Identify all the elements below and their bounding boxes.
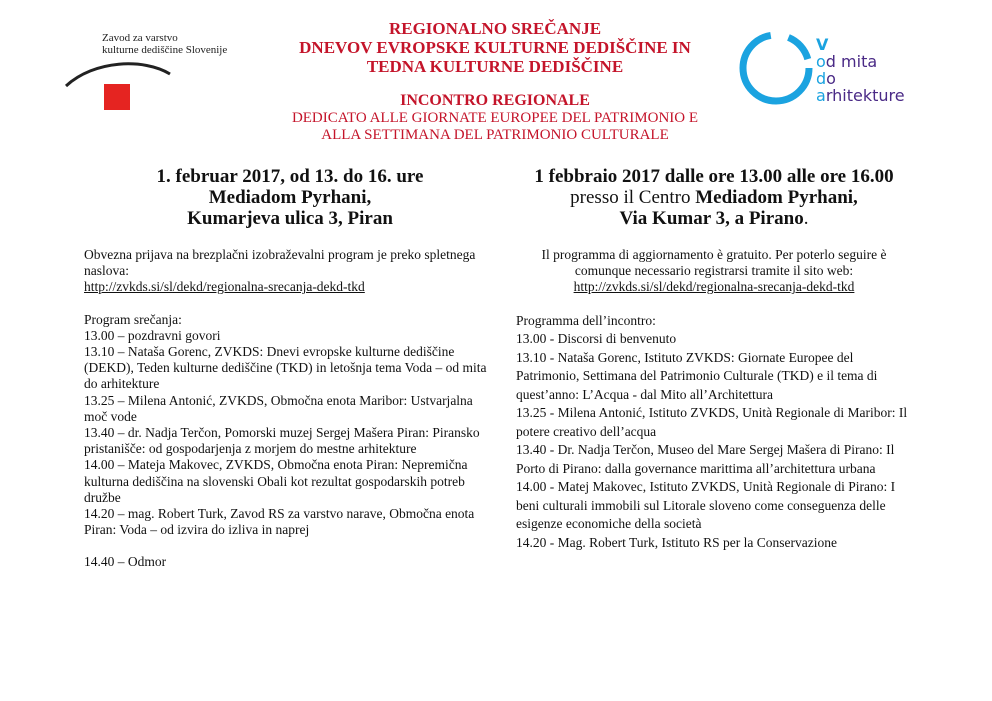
slovene-program-title: Program srečanja: <box>84 311 182 327</box>
program-item: 13.40 - Dr. Nadja Terčon, Museo del Mare Sergej Mašera di Pirano: Il Porto di Pirano: dalla governance marittima all’architettura urbana <box>516 442 895 476</box>
italian-subtitle: DEDICATO ALLE GIORNATE EUROPEE DEL PATRIMONIO E ALLA SETTIMANA DEL PATRIMONIO CULTURALE <box>291 110 699 143</box>
program-item: 14.20 - Mag. Robert Turk, Istituto RS per la Conservazione <box>516 534 837 550</box>
italian-column <box>516 166 912 552</box>
italian-registration-link[interactable]: http://zvkds.si/sl/dekd/regionalna-srecanja-dekd-tkd <box>573 279 855 295</box>
slovene-program-list <box>84 328 496 539</box>
vod-mita-logo <box>736 28 936 108</box>
italian-registration: Il programma di aggiornamento è gratuito. Per poterlo seguire è comunque necessario registrarsi tramite il sito web: http://zvkds.si/sl/dekd/regionalna-srecanja-dekd-tkd <box>541 247 887 295</box>
slovene-break: 14.40 – Odmor <box>84 554 167 570</box>
program-item: 14.20 – mag. Robert Turk, Zavod RS za varstvo narave, Območna enota Piran: Voda – od izvira do izliva in naprej <box>84 506 475 538</box>
italian-title: INCONTRO REGIONALE <box>400 92 590 109</box>
program-item: 14.00 - Matej Makovec, Istituto ZVKDS, Unità Regionale di Pirano: I beni culturali immobili sul Litorale sloveno come conseguenza delle esigenze economiche della società <box>516 479 896 532</box>
program-item: 13.25 – Milena Antonić, ZVKDS, Območna enota Maribor: Ustvarjalna moč vode <box>84 392 473 424</box>
program-item: 13.25 - Milena Antonić, Istituto ZVKDS, Unità Regionale di Maribor: Il potere creativo dell’acqua <box>516 405 908 439</box>
program-item: 13.00 - Discorsi di benvenuto <box>516 331 677 347</box>
slovene-title: REGIONALNO SREČANJE DNEVOV EVROPSKE KULTURNE DEDIŠČINE IN TEDNA KULTURNE DEDIŠČINE <box>299 19 691 76</box>
italian-venue: 1 febbraio 2017 dalle ore 13.00 alle ore 16.00 presso il Centro Mediadom Pyrhani, Via Kumar 3, a Pirano. <box>534 166 894 229</box>
vod-mita-logo-text: V od mita do arhitekture <box>816 35 905 105</box>
zvkds-red-square <box>104 84 130 110</box>
italian-program-title: Programma dell’incontro: <box>516 312 656 328</box>
slovene-venue: 1. februar 2017, od 13. do 16. ure Mediadom Pyrhani, Kumarjeva ulica 3, Piran <box>156 166 424 229</box>
program-item: 13.10 - Nataša Gorenc, Istituto ZVKDS: Giornate Europee del Patrimonio, Settimana del Patrimonio Culturale (TKD) e il tema di quest’anno: L’Acqua - dal Mito all’Architettura <box>516 349 878 402</box>
slovene-registration-link[interactable]: http://zvkds.si/sl/dekd/regionalna-srecanja-dekd-tkd <box>84 279 365 295</box>
page-header <box>220 19 770 144</box>
zvkds-logo-text: Zavod za varstvo kulturne dediščine Slovenije <box>102 32 228 56</box>
vod-mita-ring-icon <box>736 28 816 108</box>
italian-program-list <box>516 330 912 552</box>
slovene-registration: Obvezna prijava na brezplačni izobraževalni program je preko spletnega naslova: http://zvkds.si/sl/dekd/regionalna-srecanja-dekd-tkd <box>84 247 476 295</box>
slovene-column <box>84 166 496 571</box>
program-item: 13.40 – dr. Nadja Terčon, Pomorski muzej Sergej Mašera Piran: Piransko pristanišče: od gospodarjenja z morjem do mestne arhitekture <box>84 425 480 457</box>
program-item: 14.00 – Mateja Makovec, ZVKDS, Območna enota Piran: Nepremična kulturna dediščina na slovenski Obali kot rezultat gospodarskih potreb družbe <box>84 457 468 505</box>
program-item: 13.00 – pozdravni govori <box>84 327 221 343</box>
program-item: 13.10 – Nataša Gorenc, ZVKDS: Dnevi evropske kulturne dediščine (DEKD), Teden kulturne dediščine (TKD) in letošnja tema Voda – od mita do arhitekture <box>84 344 487 392</box>
